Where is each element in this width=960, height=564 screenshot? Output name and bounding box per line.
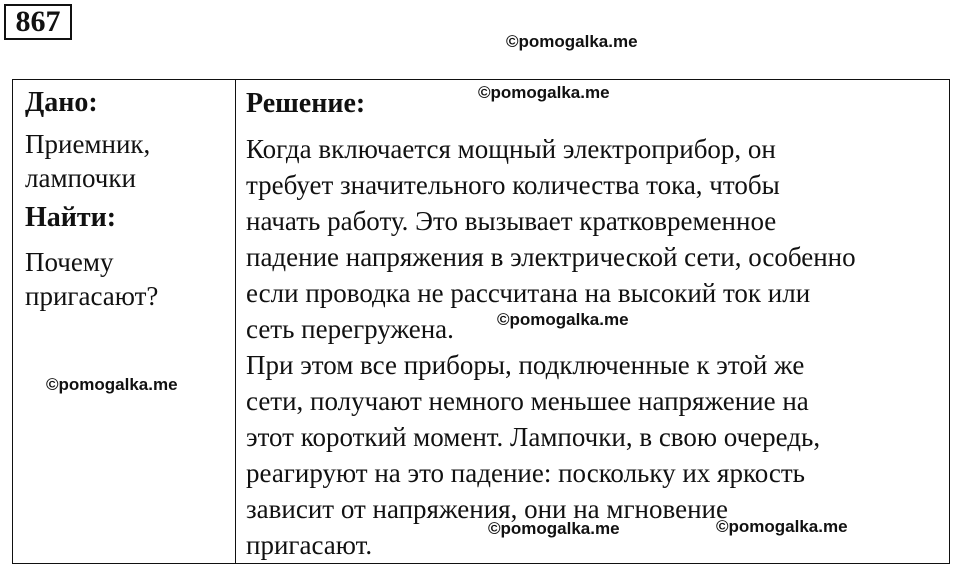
problem-number: 867 (4, 4, 72, 40)
solution-line: Когда включается мощный электроприбор, он (246, 134, 776, 164)
watermark: ©pomogalka.me (716, 517, 848, 536)
problem-table (12, 79, 950, 564)
watermark: ©pomogalka.me (488, 519, 620, 538)
watermark: ©pomogalka.me (46, 375, 178, 394)
solution-line: если проводка не рассчитана на высокий ток или (246, 278, 811, 308)
solution-line: пригасают. (246, 530, 373, 560)
watermark: ©pomogalka.me (478, 83, 610, 102)
watermark: ©pomogalka.me (497, 310, 629, 329)
solution-line: зависит от напряжения, они на мгновение (246, 494, 728, 524)
given-line: Приемник, (25, 129, 151, 159)
solution-line: сети, получают немного меньшее напряжение на (246, 386, 809, 416)
given-column (13, 80, 236, 564)
solution-line: падение напряжения в электрической сети, особенно (246, 242, 856, 272)
solution-line: начать работу. Это вызывает кратковременное (246, 206, 777, 236)
find-text (25, 245, 235, 313)
solution-line: этот короткий момент. Лампочки, в свою очередь, (246, 422, 821, 452)
find-line: Почему (25, 247, 114, 277)
find-line: пригасают? (25, 281, 159, 311)
given-text (25, 127, 235, 195)
solution-line: При этом все приборы, подключенные к этой же (246, 350, 805, 380)
watermark: ©pomogalka.me (506, 32, 638, 51)
find-heading: Найти: (25, 202, 117, 233)
solution-line: реагируют на это падение: поскольку их яркость (246, 458, 805, 488)
given-heading: Дано: (25, 87, 98, 118)
solution-line: сеть перегружена. (246, 314, 454, 344)
given-line: лампочки (25, 163, 136, 193)
solution-heading: Решение: (246, 88, 366, 119)
solution-line: требует значительного количества тока, чтобы (246, 170, 780, 200)
